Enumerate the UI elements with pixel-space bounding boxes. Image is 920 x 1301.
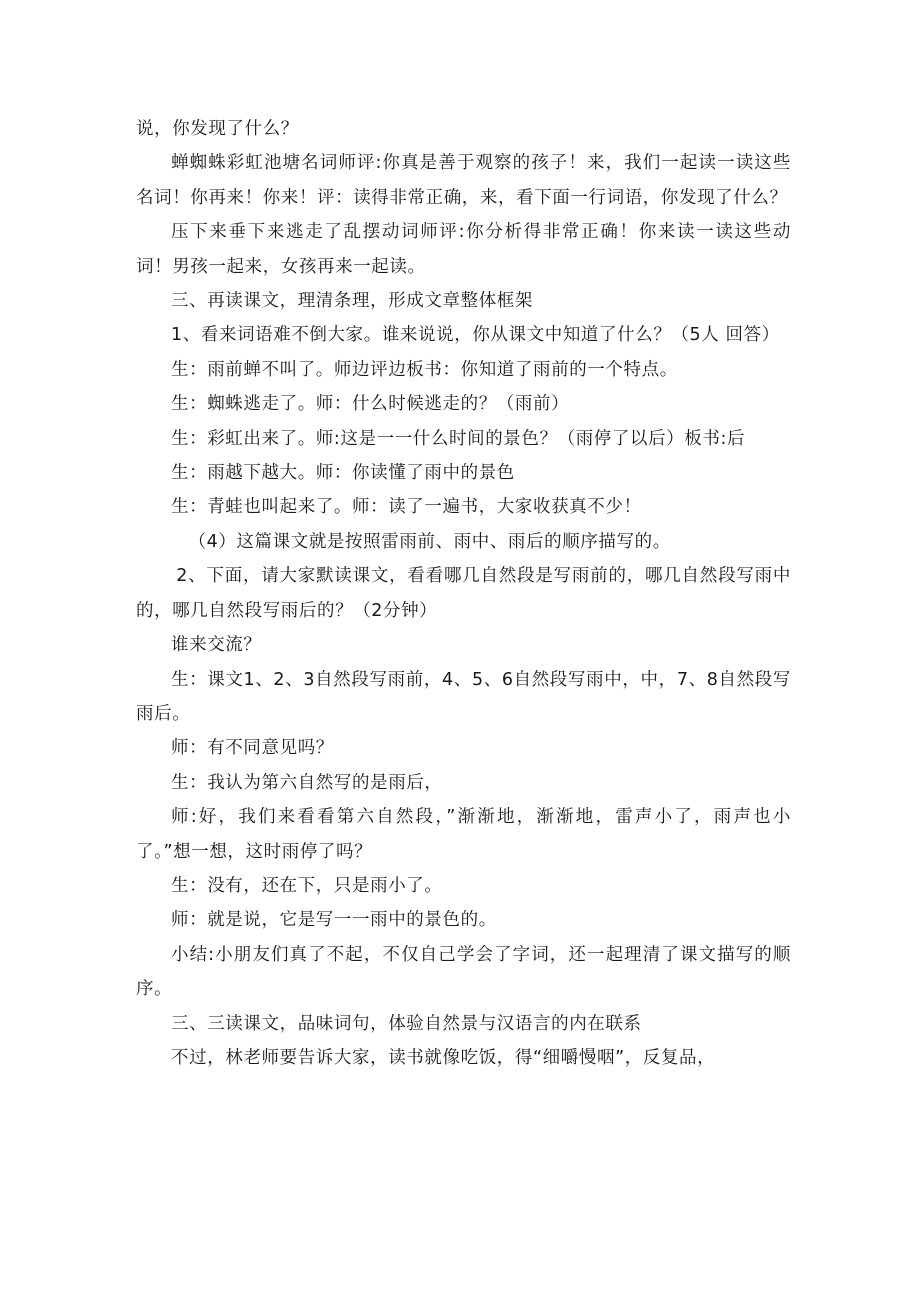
paragraph-19: 师：就是说，它是写一一雨中的景色的。 bbox=[171, 910, 497, 931]
paragraph-22: 不过，林老师要告诉大家，读书就像吃饭，得“细嚼慢咽”，反复品， bbox=[171, 1047, 716, 1068]
paragraph-14: 生：课文1、2、3自然段写雨前，4、5、6自然段写雨中，中，7、8自然段写雨后。 bbox=[136, 669, 791, 724]
paragraph-8: 生：彩虹出来了。师:这是一一什么时间的景色？（雨停了以后）板书:后 bbox=[171, 428, 746, 449]
section-heading-3: 三、再读课文，理清条理，形成文章整体框架 bbox=[171, 291, 533, 312]
paragraph-1: 说，你发现了什么？ bbox=[136, 119, 299, 139]
document-body bbox=[136, 112, 791, 1075]
paragraph-20: 小结:小朋友们真了不起，不仅自己学会了字词，还一起理清了课文描写的顺序。 bbox=[136, 944, 791, 1000]
paragraph-18: 生：没有，还在下，只是雨小了。 bbox=[171, 875, 443, 896]
paragraph-7: 生：蜘蛛逃走了。师：什么时候逃走的？（雨前） bbox=[171, 394, 570, 415]
paragraph-11: （4）这篇课文就是按照雷雨前、雨中、雨后的顺序描写的。 bbox=[188, 531, 671, 552]
paragraph-5: 1、看来词语难不倒大家。谁来说说，你从课文中知道了什么？（5人 回答） bbox=[171, 325, 780, 346]
paragraph-16: 生：我认为第六自然写的是雨后， bbox=[171, 772, 443, 793]
paragraph-17: 师:好，我们来看看第六自然段，”渐渐地，渐渐地，雷声小了，雨声也小了。”想一想，这时雨停了吗？ bbox=[136, 807, 791, 862]
paragraph-6: 生：雨前蝉不叫了。师边评边板书：你知道了雨前的一个特点。 bbox=[171, 359, 678, 380]
paragraph-10: 生：青蛙也叫起来了。师：读了一遍书，大家收获真不少！ bbox=[171, 497, 642, 518]
paragraph-12: 2、下面，请大家默读课文，看看哪几自然段是写雨前的，哪几自然段写雨中的，哪几自然段写雨后的？（2分钟） bbox=[136, 566, 791, 621]
paragraph-9: 生：雨越下越大。师：你读懂了雨中的景色 bbox=[171, 463, 515, 484]
paragraph-13: 谁来交流？ bbox=[171, 635, 262, 656]
paragraph-2: 蝉蜘蛛彩虹池塘名词师评:你真是善于观察的孩子！来，我们一起读一读这些名词！你再来！你来！评：读得非常正确，来，看下面一行词语，你发现了什么？ bbox=[136, 153, 791, 208]
paragraph-15: 师：有不同意见吗？ bbox=[171, 738, 334, 759]
paragraph-3: 压下来垂下来逃走了乱摆动词师评:你分析得非常正确！你来读一读这些动词！男孩一起来，女孩再来一起读。 bbox=[136, 222, 791, 277]
section-heading-3b: 三、三读课文，品味词句，体验自然景与汉语言的内在联系 bbox=[171, 1013, 642, 1034]
